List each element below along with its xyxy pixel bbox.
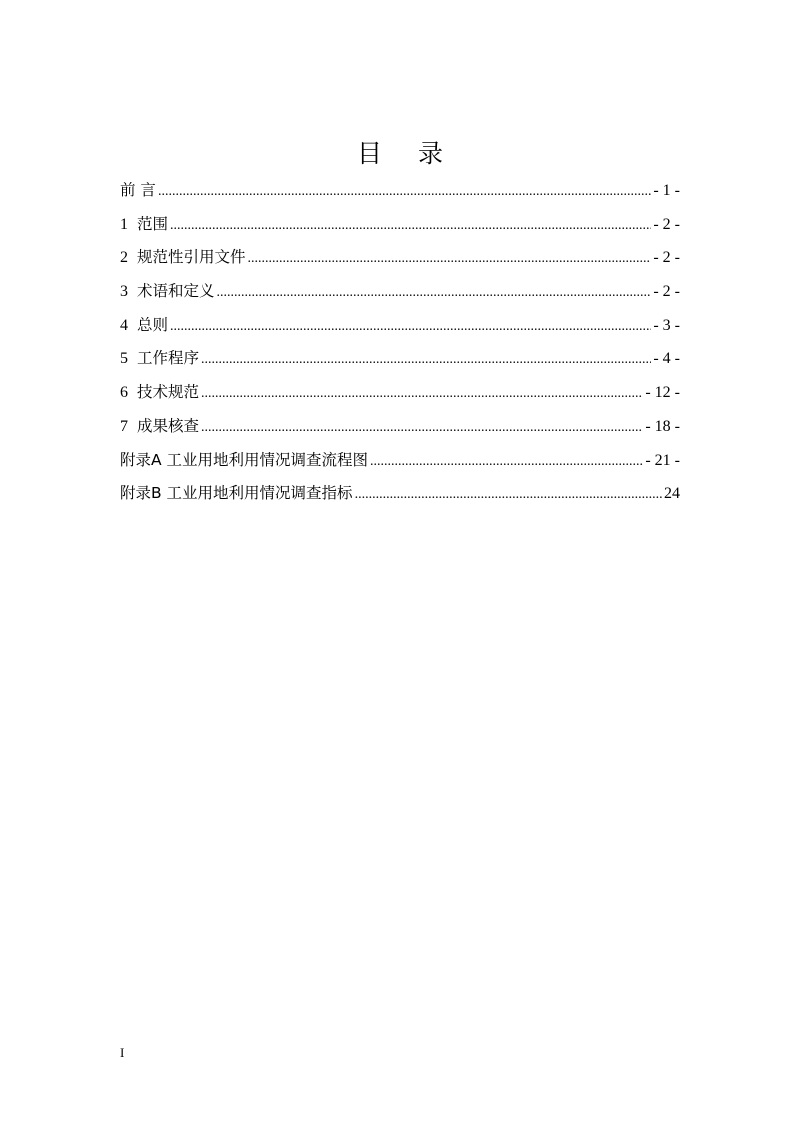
toc-leader-dots: [170, 313, 651, 341]
toc-entry-number: 3: [120, 283, 128, 301]
toc-leader-dots: [201, 414, 643, 442]
toc-entry-page: 24: [664, 485, 680, 503]
toc-entry-label: 前 言: [120, 181, 156, 199]
toc-entry-number: 1: [120, 215, 128, 233]
toc-leader-dots: [248, 245, 652, 273]
page-title: 目 录: [357, 139, 457, 168]
toc-entry-label: 总则: [137, 315, 169, 334]
toc-leader-dots: [370, 448, 643, 476]
toc-entry-scope[interactable]: [120, 210, 680, 244]
toc-entry-label: 工作程序: [137, 349, 200, 368]
toc-entry-page: - 21 -: [645, 451, 680, 469]
toc-entry-page: - 2 -: [653, 249, 680, 267]
toc-entry-appendix-b[interactable]: [120, 479, 680, 513]
toc-leader-dots: [158, 178, 651, 206]
toc-leader-dots: [170, 212, 651, 240]
toc-entry-label: 规范性引用文件: [137, 248, 246, 267]
toc-leader-dots: [201, 380, 643, 408]
toc-entry-label-wrap: [120, 243, 246, 272]
toc-entry-label: 成果核查: [137, 416, 200, 435]
toc-entry-page: - 18 -: [645, 417, 680, 435]
toc-entry-label-wrap: [120, 412, 199, 441]
toc-entry-page: - 3 -: [653, 316, 680, 334]
page-number: I: [120, 1045, 125, 1060]
toc-entry-number: 4: [120, 316, 128, 334]
toc-entry-appendix-a[interactable]: [120, 446, 680, 480]
toc-entry-technical-specification[interactable]: [120, 378, 680, 412]
toc-entry-label-wrap: [120, 277, 215, 306]
toc-entry-label: 术语和定义: [137, 282, 215, 301]
toc-entry-label: 附录B 工业用地利用情况调查指标: [120, 484, 353, 503]
toc-leader-dots: [201, 346, 651, 374]
toc-entry-label: 附录A 工业用地利用情况调查流程图: [120, 450, 369, 469]
toc-entry-number: 2: [120, 249, 128, 267]
toc-entry-result-verification[interactable]: [120, 412, 680, 446]
toc-leader-dots: [355, 481, 662, 509]
toc-entry-page: - 1 -: [653, 182, 680, 199]
toc-entry-normative-references[interactable]: [120, 243, 680, 277]
toc-entry-label-wrap: [120, 311, 168, 340]
toc-entry-label-wrap: [120, 378, 199, 407]
toc-entry-label: 范围: [137, 214, 169, 233]
toc-entry-general[interactable]: [120, 311, 680, 345]
toc-entry-page: - 2 -: [653, 283, 680, 301]
toc-entry-number: 5: [120, 350, 128, 368]
toc-entry-label: 技术规范: [137, 383, 200, 402]
toc-entry-number: 7: [120, 417, 128, 435]
toc-entry-page: - 2 -: [653, 215, 680, 233]
toc-entry-page: - 12 -: [645, 384, 680, 402]
toc-entry-number: 6: [120, 384, 128, 402]
toc-entry-page: - 4 -: [653, 350, 680, 368]
toc-leader-dots: [217, 279, 652, 307]
toc-entry-label-wrap: [120, 210, 168, 239]
toc-entry-preface[interactable]: [120, 176, 680, 210]
toc-entry-work-procedure[interactable]: [120, 344, 680, 378]
table-of-contents: [120, 176, 680, 513]
toc-entry-terms-definitions[interactable]: [120, 277, 680, 311]
toc-entry-label-wrap: [120, 344, 199, 373]
